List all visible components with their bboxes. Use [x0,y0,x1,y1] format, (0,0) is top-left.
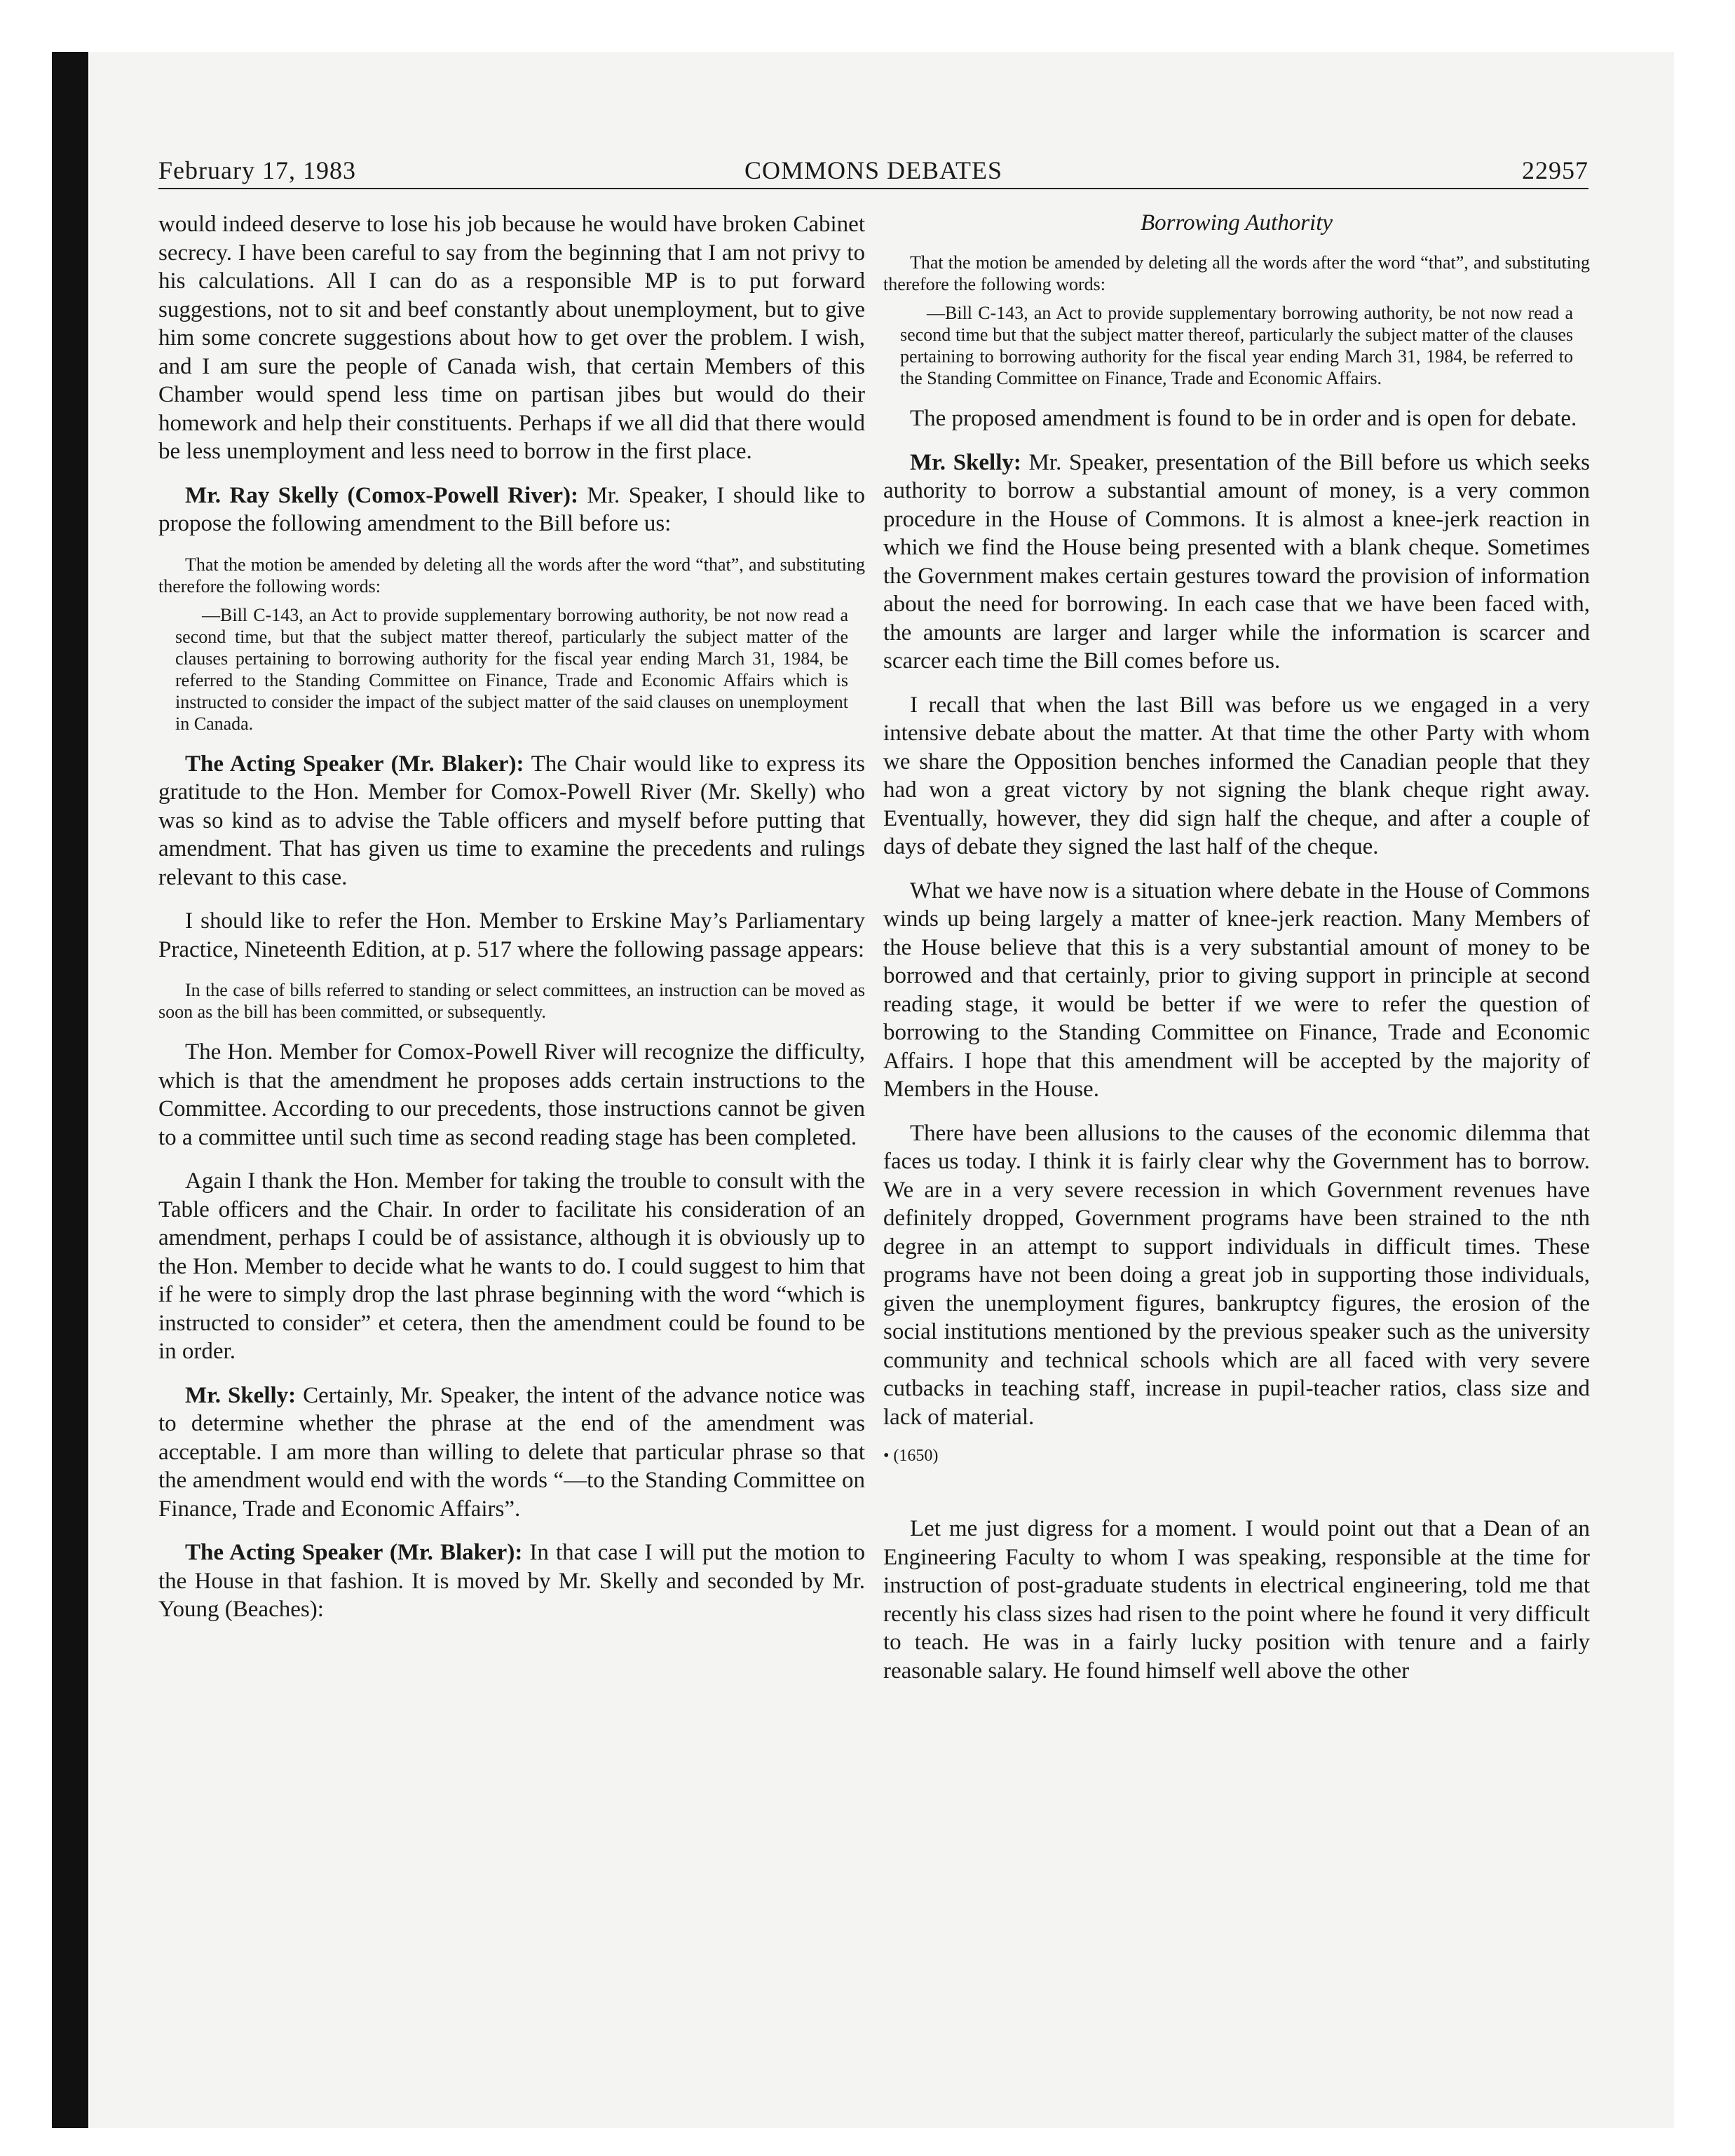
quoted-motion: That the motion be amended by deleting all the words after the word “that”, and substituting therefore the following words: [158,554,865,596]
speaker-name: Mr. Skelly: [185,1382,297,1408]
paragraph: Again I thank the Hon. Member for taking the trouble to consult with the Table officers and the Chair. In order to facilitate his consideration of an amendment, perhaps I could be of assistance, although it is obviously up to the Hon. Member to decide what he wants to do. I could suggest to him that if he were to simply drop the last phrase beginning with the word “which is instructed to consider” et cetera, then the amendment could be found to be in order. [158,1168,865,1364]
page-header [158,156,1588,191]
header-rule [158,188,1588,189]
right-column [883,210,1590,1700]
speaker-name: Mr. Ray Skelly (Comox-Powell River): [185,482,578,508]
paragraph: There have been allusions to the causes of the economic dilemma that faces us today. I think it is fairly clear why the Government has to borrow. We are in a very severe recession in which Government revenues have definitely dropped, Government programs have been strained to the nth degree in an attempt to support individuals in difficult times. These programs have not been doing a great job in supporting those individuals, given the unemployment figures, bankruptcy figures, the erosion of the social institutions mentioned by the previous speaker such as the university community and technical schools which are all faced with very severe cutbacks in teaching staff, increase in pupil-teacher ratios, class size and lack of material. [883,1120,1590,1430]
speaker-name: The Acting Speaker (Mr. Blaker): [185,751,524,777]
header-title: COMMONS DEBATES [744,156,1003,184]
paragraph: The proposed amendment is found to be in order and is open for debate. [910,406,1577,431]
paragraph: I should like to refer the Hon. Member to Erskine May’s Parliamentary Practice, Nineteenth Edition, at p. 517 where the following passage appears: [158,908,865,962]
quoted-passage: In the case of bills referred to standing or select committees, an instruction can be moved as soon as the bill has been committed, or subsequently. [158,980,865,1022]
paragraph: The Hon. Member for Comox-Powell River will recognize the difficulty, which is that the amendment he proposes adds certain instructions to the Committee. According to our precedents, those instructions cannot be given to a committee until such time as second reading stage has been completed. [158,1039,865,1150]
speech-text: Mr. Speaker, presentation of the Bill before us which seeks authority to borrow a substantial amount of money, is a very common procedure in the House of Commons. It is almost a knee-jerk reaction in which we find the House being presented with a blank cheque. Sometimes the Government makes certain gestures toward the provision of information about the need for borrowing. In each case that we have been faced with, the amounts are larger and larger while the information is scarcer and scarcer each time the Bill comes before us. [883,449,1590,674]
quoted-amendment: —Bill C-143, an Act to provide supplementary borrowing authority, be not now read a second time but that the subject matter thereof, particularly the subject matter of the clauses pertaining to borrowing authority for the fiscal year ending March 31, 1984, be referred to the Standing Committee on Finance, Trade and Economic Affairs. [900,303,1573,388]
quoted-amendment: —Bill C-143, an Act to provide supplementary borrowing authority, be not now read a second time, but that the subject matter thereof, particularly the subject matter of the clauses pertaining to borrowing authority for the fiscal year ending March 31, 1984, be referred to the Standing Committee on Finance, Trade and Economic Affairs which is instructed to consider the impact of the subject matter of the said clauses on unemployment in Canada. [175,604,848,734]
speaker-name: The Acting Speaker (Mr. Blaker): [185,1540,523,1565]
paragraph [158,750,865,892]
speech-text: Certainly, Mr. Speaker, the intent of the advance notice was to determine whether the phrase at the end of the amendment was acceptable. I am more than willing to delete that particular phrase so that the amendment would end with the words “—to the Standing Committee on Finance, Trade and Economic Affairs”. [158,1382,865,1522]
speech-text: The Chair would like to express its gratitude to the Hon. Member for Comox-Powell River (Mr. Skelly) who was so kind as to advise the Table officers and myself before putting that amendment. That has given us time to examine the precedents and rulings relevant to this case. [158,751,865,890]
paragraph [158,482,865,538]
time-marker: • (1650) [883,1447,939,1465]
paragraph [158,1381,865,1524]
paragraph: What we have now is a situation where debate in the House of Commons winds up being largely a matter of knee-jerk reaction. Many Members of the House believe that this is a very substantial amount of money to be borrowed and that certainly, prior to giving support in principle at second reading stage, it would be better if we were to refer the question of borrowing to the Standing Committee on Finance, Trade and Economic Affairs. I hope that this amendment will be accepted by the majority of Members in the House. [883,878,1590,1102]
paragraph [158,1538,865,1624]
paragraph: would indeed deserve to lose his job because he would have broken Cabinet secrecy. I have been careful to say from the beginning that I am not privy to his calculations. All I can do as a responsible MP is to put forward suggestions, not to sit and beef constantly about unemployment, but to give him some concrete suggestions about how to get over the problem. I wish, and I am sure the people of Canada wish, that certain Members of this Chamber would spend less time on partisan jibes but would do their homework and help their constituents. Perhaps if we all did that there would be less unemployment and less need to borrow in the first place. [158,212,865,464]
quoted-motion: That the motion be amended by deleting all the words after the word “that”, and substituting therefore the following words: [883,252,1590,294]
speech-text: In that case I will put the motion to the House in that fashion. It is moved by Mr. Skelly and seconded by Mr. Young (Beaches): [158,1540,865,1622]
left-column [158,210,865,1639]
scan-border [52,52,88,2128]
header-date: February 17, 1983 [158,156,356,184]
paragraph: Let me just digress for a moment. I would point out that a Dean of an Engineering Faculty to whom I was speaking, responsible at the time for instruction of post-graduate students in electrical engineering, told me that recently his class sizes had risen to the point where he found it very difficult to teach. He was in a fairly lucky position with tenure and a fairly reasonable salary. He found himself well above the other [883,1516,1590,1684]
header-page-number: 22957 [1522,156,1588,184]
section-title: Borrowing Authority [1140,210,1333,236]
paragraph [883,449,1590,676]
speaker-name: Mr. Skelly: [910,449,1021,475]
paragraph: I recall that when the last Bill was before us we engaged in a very intensive debate about the matter. At that time the other Party with whom we share the Opposition benches informed the Canadian people that they had won a great victory by not signing the blank cheque right away. Eventually, however, they did sign half the cheque, and after a couple of days of debate they signed the last half of the cheque. [883,692,1590,859]
speech-text: Mr. Speaker, I should like to propose the following amendment to the Bill before us: [158,482,865,536]
